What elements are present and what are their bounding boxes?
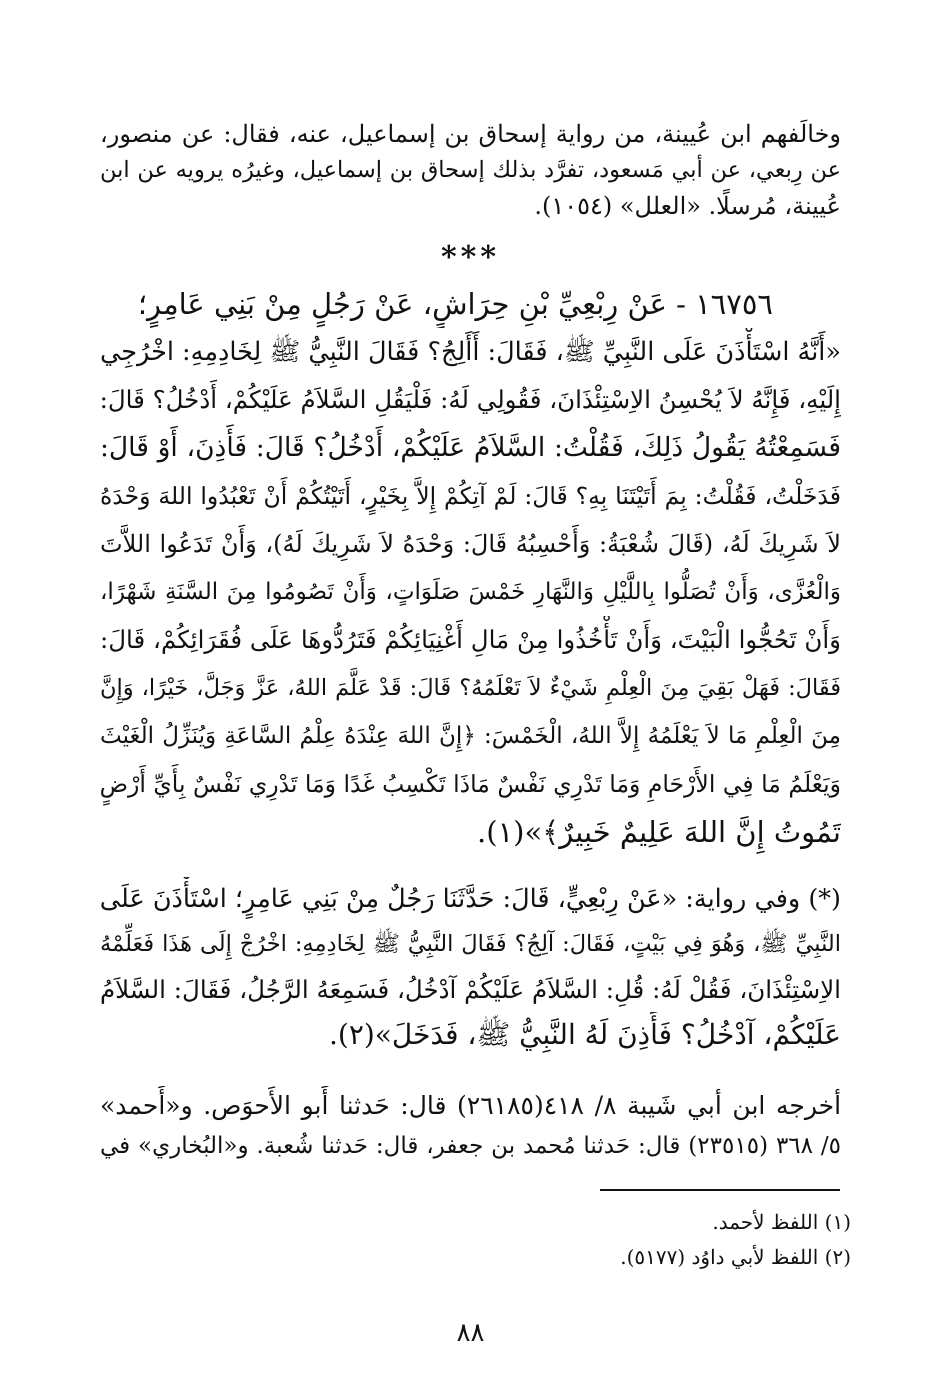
hadith-line: «أَنَّهُ اسْتَأْذَنَ عَلَى النَّبِيِّ ﷺ، فَقَالَ: أَأَلِجُ؟ فَقَالَ النَّبِيُّ ﷺ لِخَادِمِهِ: اخْرُجِي <box>100 337 841 367</box>
takhrij-paragraph <box>100 1086 841 1166</box>
page-number: ٨٨ <box>456 1318 485 1348</box>
hadith-line: مِنَ الْعِلْمِ مَا لاَ يَعْلَمُهُ إِلاَّ اللهُ، الْخَمْسَ: ﴿إِنَّ اللهَ عِنْدَهُ عِلْمُ السَّاعَةِ وَيُنَزِّلُ الْغَيْثَ <box>100 723 841 749</box>
footnote-2: (٢) اللفظ لأبي داوُد (٥١٧٧). <box>620 1245 851 1269</box>
takhrij-line: أخرجه ابن أبي شَيبة ٨/ ٤١٨(٢٦١٨٥) قال: حَدثنا أَبو الأَحوَص. و«أَحمد» <box>100 1091 841 1120</box>
hadith-line: تَمُوتُ إِنَّ اللهَ عَلِيمٌ خَبِيرٌ﴾»(١). <box>477 815 841 849</box>
hadith-heading: ١٦٧٥٦ - عَنْ رِبْعِيِّ بْنِ حِرَاشٍ، عَنْ رَجُلٍ مِنْ بَنِي عَامِرٍ؛ <box>137 287 773 321</box>
hadith-16756 <box>100 280 841 856</box>
hadith-line: فَدَخَلْتُ، فَقُلْتُ: بِمَ أَتَيْتَنَا بِهِ؟ قَالَ: لَمْ آتِكُمْ إِلاَّ بِخَيْرٍ، أَتَيْتُكُمْ أَنْ تَعْبُدُوا اللهَ وَحْدَهُ <box>100 482 841 510</box>
hadith-line: وَأَنْ تَحُجُّوا الْبَيْتَ، وَأَنْ تَأْخُذُوا مِنْ مَالِ أَغْنِيَائِكُمْ فَتَرُدُّوهَا عَلَى فُقَرَائِكُمْ، قَالَ: <box>100 625 841 654</box>
intro-line: عن رِبعي، عن أبي مَسعود، تفرَّد بذلك إسحاق بن إسماعيل، وغيرُه يرويه عن ابن <box>100 157 841 183</box>
takhrij-line: ٥/ ٣٦٨ (٢٣٥١٥) قال: حَدثنا مُحمد بن جعفر، قال: حَدثنا شُعبة. و«البُخاري» في <box>100 1133 841 1159</box>
footnote-1: (١) اللفظ لأحمد. <box>712 1210 851 1234</box>
variant-narration <box>100 877 841 1057</box>
hadith-line: فَسَمِعْتُهُ يَقُولُ ذَلِكَ، فَقُلْتُ: السَّلاَمُ عَلَيْكُمْ، أَدْخُلُ؟ قَالَ: فَأَذِنَ، أَوْ قَالَ: <box>100 432 841 463</box>
hadith-line: إِلَيْهِ، فَإِنَّهُ لاَ يُحْسِنُ الاِسْتِئْذَانَ، فَقُولِي لَهُ: فَلْيَقُلِ السَّلاَمُ عَلَيْكُمْ، أَدْخُلُ؟ قَالَ: <box>100 385 841 414</box>
hadith-line: فَقَالَ: فَهَلْ بَقِيَ مِنَ الْعِلْمِ شَيْءٌ لاَ تَعْلَمُهُ؟ قَالَ: قَدْ عَلَّمَ اللهُ، عَزَّ وَجَلَّ، خَيْرًا، وَإِنَّ <box>100 675 841 701</box>
intro-line: عُيينة، مُرسلًا. «العلل» (١٠٥٤). <box>534 192 841 220</box>
hadith-line: وَالْعُزَّى، وَأَنْ تُصَلُّوا بِاللَّيْلِ وَالنَّهَارِ خَمْسَ صَلَوَاتٍ، وَأَنْ تَصُومُوا مِنَ السَّنَةِ شَهْرًا، <box>100 579 841 605</box>
intro-line: وخالَفهم ابن عُيينة، من رواية إسحاق بن إسماعيل، عنه، فقال: عن منصور، <box>100 120 841 148</box>
footnote-divider <box>600 1189 840 1191</box>
variant-line: الاِسْتِئْذَانَ، فَقُلْ لَهُ: قُلِ: السَّلاَمُ عَلَيْكُمْ آدْخُلُ، فَسَمِعَهُ الرَّجُلُ، فَقَالَ: السَّلاَمُ <box>100 975 841 1004</box>
variant-line: النَّبِيِّ ﷺ، وَهُوَ فِي بَيْتٍ، فَقَالَ: آلِجُ؟ فَقَالَ النَّبِيُّ ﷺ لِخَادِمِهِ: اخْرُجْ إِلَى هَذَا فَعَلِّمْهُ <box>100 931 841 957</box>
variant-line: (*) وفي رواية: «عَنْ رِبْعِيٍّ، قَالَ: حَدَّثَنَا رَجُلٌ مِنْ بَنِي عَامِرٍ؛ اسْتَأْذَنَ عَلَى <box>100 884 841 914</box>
hadith-line: وَيَعْلَمُ مَا فِي الأَرْحَامِ وَمَا تَدْرِي نَفْسٌ مَاذَا تَكْسِبُ غَدًا وَمَا تَدْرِي نَفْسٌ بِأَيِّ أَرْضٍ <box>100 770 841 798</box>
section-separator: *** <box>440 240 501 275</box>
intro-paragraph <box>100 116 841 224</box>
variant-line: عَلَيْكُمْ، آدْخُلُ؟ فَأَذِنَ لَهُ النَّبِيُّ ﷺ، فَدَخَلَ»(٢). <box>328 1018 841 1051</box>
hadith-line: لاَ شَرِيكَ لَهُ، (قَالَ شُعْبَةُ: وَأَحْسِبُهُ قَالَ: وَحْدَهُ لاَ شَرِيكَ لَهُ)، وَأَنْ تَدَعُوا اللاَّتَ <box>100 530 841 558</box>
